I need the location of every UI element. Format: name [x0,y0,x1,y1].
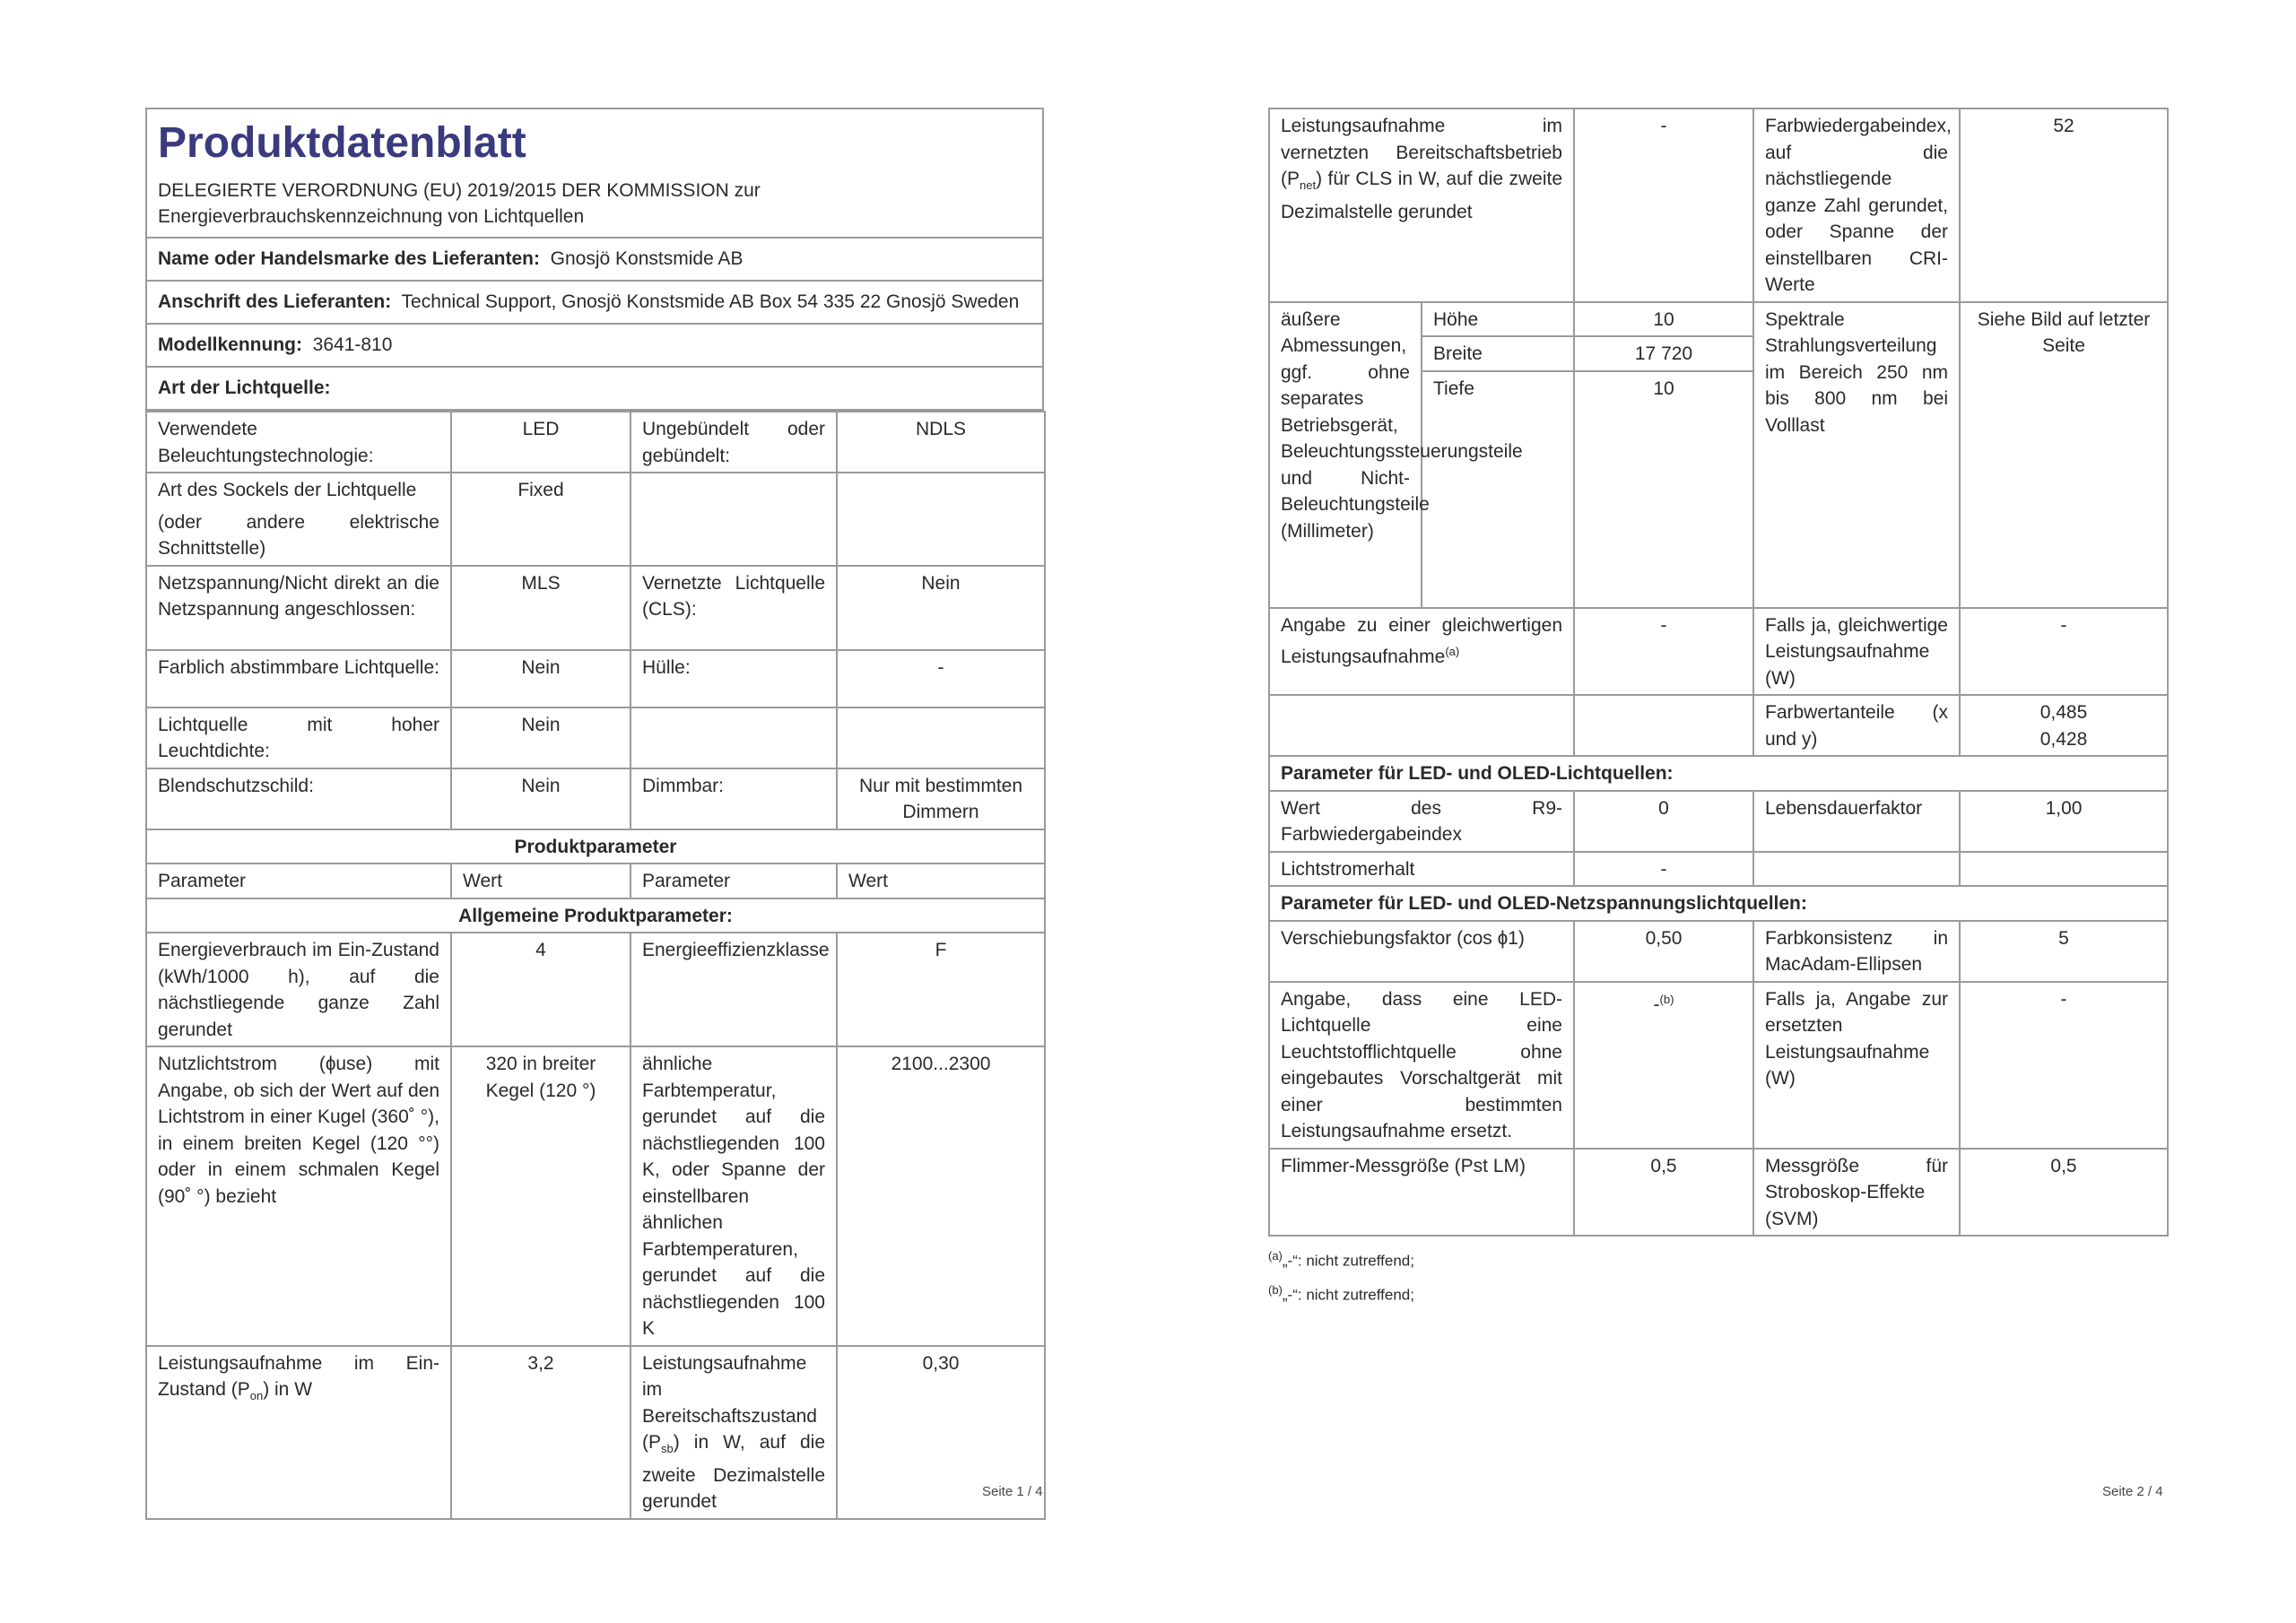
page-number: Seite 1 / 4 [982,1484,1043,1499]
cell-label [631,1346,837,1519]
column-header: Parameter [631,864,837,898]
cell-value [837,707,1045,768]
table-row [146,412,1045,473]
cell-value: - [1574,108,1753,302]
cell-label [631,707,837,768]
socket-label-line1: Art des Sockels der Lichtquelle [158,480,417,500]
cell-label: ähnliche Farbtemperatur, gerundet auf die nächstliegenden 100 K, oder Spanne der einstellbaren ähnlichen Farbtemperaturen, gerundet auf die nächstliegenden 100 K [631,1046,837,1346]
model-label: Modellkennung: [158,334,302,355]
footnote-text: „-“: nicht zutreffend; [1282,1252,1414,1270]
cell-value [1960,695,2168,756]
text-part: Leistungsaufnahme im Bereitschaftszustand (P [642,1352,817,1453]
cell-label: Energieeffizienzklasse [631,933,837,1046]
chromaticity-x: 0,485 [2039,702,2088,723]
table-row [146,768,1045,829]
cell-value: Fixed [451,473,631,566]
superscript: (a) [1445,645,1460,658]
footnotes [1268,1242,2167,1309]
table-row [146,898,1045,933]
cell-value: - [837,650,1045,707]
product-table-1 [145,411,1046,1520]
chromaticity-y: 0,428 [2039,728,2088,750]
cell-label: Energieverbrauch im Ein-Zustand (kWh/1000 h), auf die nächstliegende ganze Zahl gerundet [146,933,451,1046]
cell-value [1574,695,1753,756]
supplier-label: Name oder Handelsmarke des Lieferanten: [158,248,540,269]
page-1 [145,108,1044,1520]
text-part: ) für CLS in W, auf die zweite Dezimalstelle gerundet [1281,169,1562,222]
column-header: Wert [451,864,631,898]
table-row [146,864,1045,898]
cell-label: Lichtstromerhalt [1269,852,1574,887]
header-block [145,108,1044,411]
cell-value [837,473,1045,566]
cell-label: Flimmer-Messgröße (Pst LM) [1269,1149,1574,1237]
table-row [1269,695,2168,756]
cell-label [631,473,837,566]
page-number: Seite 2 / 4 [2102,1484,2163,1499]
section-header: Produktparameter [146,829,1045,864]
cell-value: Nein [451,768,631,829]
table-row [1269,791,2168,852]
model-value: 3641-810 [312,334,393,355]
table-row [146,566,1045,650]
cell-value: - [1574,608,1753,696]
height-value: 10 [1574,302,1753,337]
cell-label: Vernetzte Lichtquelle (CLS): [631,566,837,650]
table-row [146,650,1045,707]
cell-value: 3,2 [451,1346,631,1519]
cell-value: 0,30 [837,1346,1045,1519]
cell-value: Nur mit bestimmten Dimmern [837,768,1045,829]
cell-label: Nutzlichtstrom (ɸuse) mit Angabe, ob sich der Wert auf den Lichtstrom in einer Kugel (360˚ °), in einem breiten Kegel (120 °°) oder in einem schmalen Kegel (90˚ °) bezieht [146,1046,451,1346]
cell-value: NDLS [837,412,1045,473]
section-header: Parameter für LED- und OLED-Netzspannungslichtquellen: [1269,886,2168,921]
cell-label [146,473,451,566]
supplier-row [147,239,1042,282]
cell-value: Nein [837,566,1045,650]
section-header: Parameter für LED- und OLED-Lichtquellen: [1269,756,2168,791]
address-value: Technical Support, Gnosjö Konstsmide AB Box 54 335 22 Gnosjö Sweden [401,291,1020,312]
page-2 [1268,108,2167,1309]
column-header: Wert [837,864,1045,898]
cell-label [1269,108,1574,302]
subscript: sb [661,1442,674,1456]
depth-label: Tiefe [1422,371,1574,608]
type-row [147,368,1042,411]
supplier-value: Gnosjö Konstsmide AB [550,248,744,269]
table-row [1269,756,2168,791]
cell-label: Verwendete Beleuchtungstechnologie: [146,412,451,473]
cell-value: Nein [451,650,631,707]
table-row [146,473,1045,566]
text-part: Leistungsaufnahme im vernetzten Bereitschaftsbetrieb (P [1281,116,1562,189]
cell-label: Farbwiedergabeindex, auf die nächstliegende ganze Zahl gerundet, oder Spanne der einstellbaren CRI-Werte [1753,108,1960,302]
table-row [146,933,1045,1046]
cell-value: 0,5 [1574,1149,1753,1237]
cell-label: Farbwertanteile (x und y) [1753,695,1960,756]
cell-label: Spektrale Strahlungsverteilung im Bereich 250 nm bis 800 nm bei Volllast [1753,302,1960,608]
table-row [146,1346,1045,1519]
cell-label: Farblich abstimmbare Lichtquelle: [146,650,451,707]
table-row [1269,982,2168,1149]
product-table-2 [1268,108,2169,1237]
regulation-subtitle: DELEGIERTE VERORDNUNG (EU) 2019/2015 DER KOMMISSION zur Energieverbrauchskennzeichnung von Lichtquellen [158,180,761,227]
cell-value: 5 [1960,921,2168,982]
depth-value: 10 [1574,371,1753,608]
subscript: net [1300,178,1317,193]
text-part: ) in W, auf die zweite Dezimalstelle gerundet [642,1432,825,1513]
cell-value: 1,00 [1960,791,2168,852]
cell-label: Dimmbar: [631,768,837,829]
page-title: Produktdatenblatt [158,119,526,167]
cell-value [1960,852,2168,887]
height-label: Höhe [1422,302,1574,337]
table-row [1269,302,2168,337]
cell-value: 4 [451,933,631,1046]
text-part: ) in W [263,1379,313,1400]
cell-label: Verschiebungsfaktor (cos ɸ1) [1269,921,1574,982]
cell-label: Wert des R9-Farbwiedergabeindex [1269,791,1574,852]
cell-value: F [837,933,1045,1046]
cell-value: Siehe Bild auf letzter Seite [1960,302,2168,608]
cell-value: 0 [1574,791,1753,852]
cell-value: 320 in breiter Kegel (120 °) [451,1046,631,1346]
socket-label-line2: (oder andere elektrische Schnittstelle) [158,511,439,559]
cell-label: Angabe, dass eine LED-Lichtquelle eine Leuchtstofflichtquelle ohne eingebautes Vorschaltgerät mit einer bestimmten Leistungsaufnahme ersetzt. [1269,982,1574,1149]
cell-label: Lebensdauerfaktor [1753,791,1960,852]
cell-value: 52 [1960,108,2168,302]
footnote-b [1268,1276,2167,1310]
subscript: on [249,1389,264,1403]
text-part: - [1653,994,1660,1015]
superscript: (b) [1268,1282,1283,1297]
cell-label [1269,695,1574,756]
width-label: Breite [1422,336,1574,371]
address-row [147,282,1042,325]
type-label: Art der Lichtquelle: [158,378,331,398]
footnote-a [1268,1242,2167,1276]
cell-value: Nein [451,707,631,768]
table-row [1269,886,2168,921]
cell-label: Farbkonsistenz in MacAdam-Ellipsen [1753,921,1960,982]
cell-label: Blendschutzschild: [146,768,451,829]
footnote-text: „-“: nicht zutreffend; [1282,1286,1414,1304]
width-value: 17 720 [1574,336,1753,371]
cell-value [1574,982,1753,1149]
table-row [146,829,1045,864]
column-header: Parameter [146,864,451,898]
cell-value: - [1960,982,2168,1149]
cell-label: Messgröße für Stroboskop-Effekte (SVM) [1753,1149,1960,1237]
table-row [1269,1149,2168,1237]
table-row [1269,921,2168,982]
cell-label: Falls ja, gleichwertige Leistungsaufnahme (W) [1753,608,1960,696]
cell-label: Falls ja, Angabe zur ersetzten Leistungsaufnahme (W) [1753,982,1960,1149]
superscript: (a) [1268,1249,1283,1263]
cell-value: - [1574,852,1753,887]
cell-label: Netzspannung/Nicht direkt an die Netzspannung angeschlossen: [146,566,451,650]
table-row [146,707,1045,768]
table-row [1269,852,2168,887]
cell-value: LED [451,412,631,473]
cell-value: 2100...2300 [837,1046,1045,1346]
cell-value: - [1960,608,2168,696]
text-part: Leistungsaufnahme im Ein-Zustand (P [158,1352,439,1400]
cell-label [1753,852,1960,887]
table-row [1269,608,2168,696]
table-row [146,1046,1045,1346]
section-header: Allgemeine Produktparameter: [146,898,1045,933]
cell-label: Lichtquelle mit hoher Leuchtdichte: [146,707,451,768]
superscript: (b) [1659,992,1674,1006]
cell-label [146,1346,451,1519]
table-row [1269,108,2168,302]
cell-label: Ungebündelt oder gebündelt: [631,412,837,473]
cell-value: 0,50 [1574,921,1753,982]
address-label: Anschrift des Lieferanten: [158,291,392,312]
cell-label [1269,608,1574,696]
dimensions-label: äußere Abmessungen, ggf. ohne separates Betriebsgerät, Beleuchtungssteuerungsteile und Nicht-Beleuchtungsteile (Millimeter) [1269,302,1422,608]
text-part: Angabe zu einer gleichwertigen Leistungsaufnahme [1281,614,1562,667]
cell-value: 0,5 [1960,1149,2168,1237]
cell-label: Hülle: [631,650,837,707]
cell-value: MLS [451,566,631,650]
model-row [147,325,1042,368]
